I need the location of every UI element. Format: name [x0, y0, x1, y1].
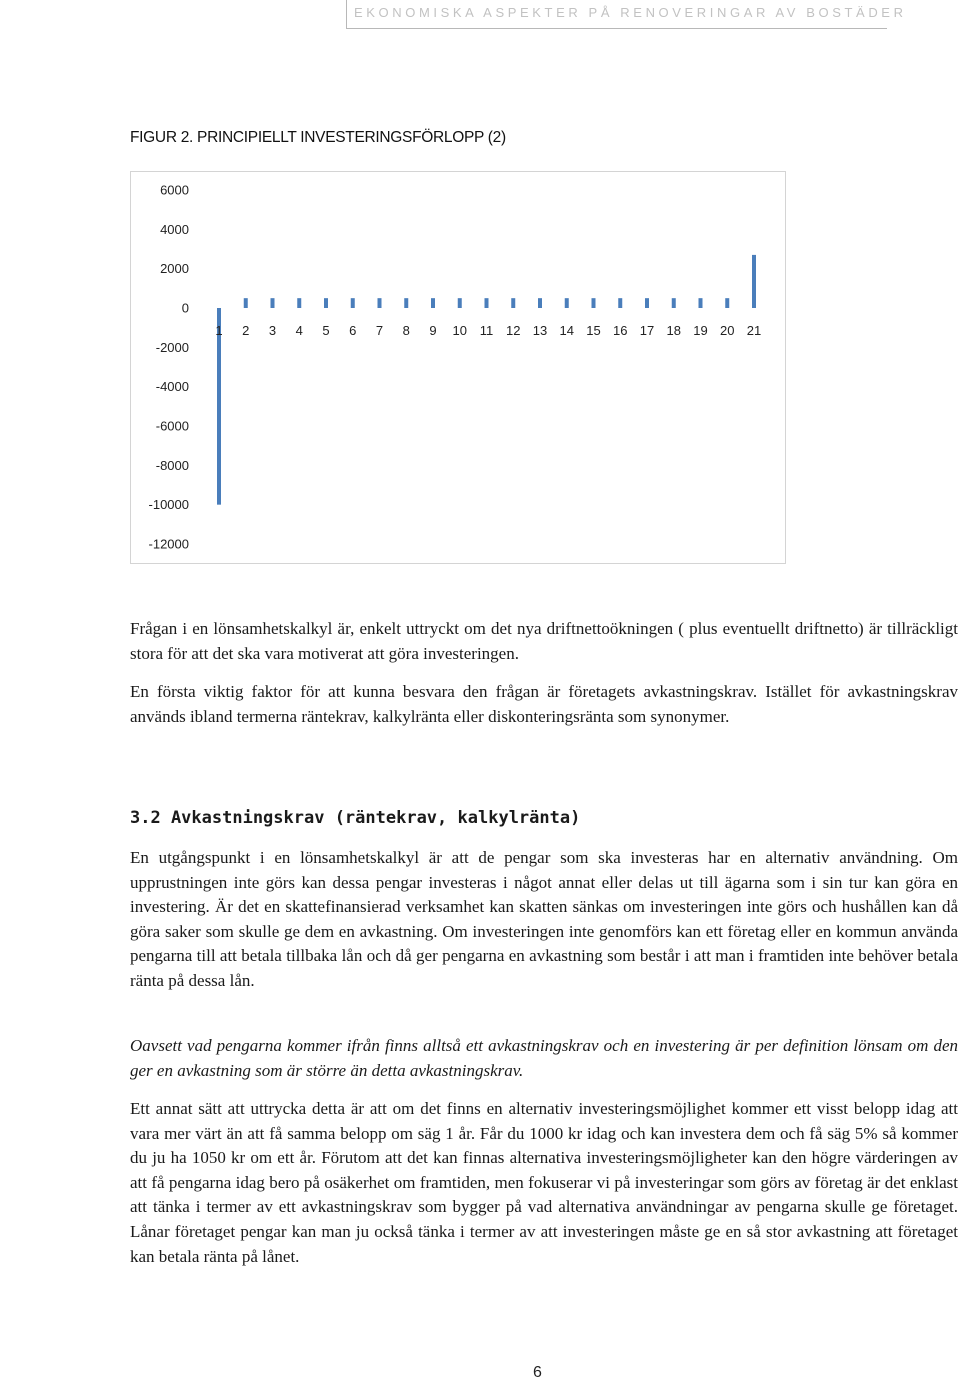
x-tick-label: 21 — [746, 323, 762, 338]
bar — [404, 298, 408, 308]
bar — [458, 298, 462, 308]
y-tick-label: -10000 — [148, 497, 189, 513]
x-tick-label: 1 — [215, 323, 223, 338]
y-tick-label: -2000 — [155, 339, 189, 355]
y-tick-label: -12000 — [148, 536, 189, 552]
x-tick-label: 15 — [586, 323, 601, 338]
bar — [645, 298, 649, 308]
paragraph-3: En utgångspunkt i en lönsamhetskalkyl är att de pengar som ska investeras har en alternativ användning. Om upprustningen inte görs kan dessa pengar investeras i något annat eller delas ut till ägarna som i sin tur kan göra en investering. Är det en skattefinansierad verksamhet kan skatten sänkas om investeringen inte görs och hushållen kan då göra saker som skulle ge dem en avkastning. Om investeringen inte genomförs kan ett företag eller en kommun använda pengarna till att betala tillbaka lån och då ger pengarna en avkastning som består i att man i framtiden inte behöver betala ränta på dessa lån. — [130, 848, 958, 990]
section-heading: 3.2 Avkastningskrav (räntekrav, kalkylränta) — [130, 808, 581, 828]
bar — [725, 298, 729, 308]
chart-canvas — [131, 172, 785, 563]
paragraph-4-italic: Oavsett vad pengarna kommer ifrån finns alltså ett avkastningskrav och en investering är per definition lönsam om den ger en avkastning som är större än detta avkastningskrav. — [130, 1036, 958, 1080]
bar — [324, 298, 328, 308]
y-tick-label: 2000 — [160, 261, 189, 277]
paragraph-1: Frågan i en lönsamhetskalkyl är, enkelt uttryckt om det nya driftnettoökningen ( plus eventuellt driftnetto) är tillräckligt stora för att det ska vara motiverat att göra investeringen. — [130, 619, 958, 663]
x-tick-label: 12 — [506, 323, 521, 338]
running-header: EKONOMISKA ASPEKTER PÅ RENOVERINGAR AV BOSTÄDER — [354, 5, 907, 20]
investment-chart — [130, 171, 786, 564]
x-tick-label: 2 — [242, 323, 250, 338]
bar — [538, 298, 542, 308]
x-tick-label: 7 — [375, 323, 384, 338]
x-tick-label: 11 — [479, 323, 494, 338]
bar — [431, 298, 435, 308]
x-tick-label: 20 — [720, 323, 735, 338]
bar — [565, 298, 569, 308]
bar — [485, 298, 489, 308]
bar — [378, 298, 382, 308]
bar — [618, 298, 622, 308]
x-tick-label: 18 — [666, 323, 681, 338]
bar — [752, 255, 756, 308]
bar — [511, 298, 515, 308]
x-tick-label: 5 — [322, 323, 330, 338]
x-tick-label: 16 — [613, 323, 628, 338]
x-tick-label: 13 — [532, 323, 548, 338]
x-tick-label: 9 — [429, 323, 437, 338]
x-tick-label: 6 — [349, 323, 357, 338]
x-tick-label: 3 — [268, 323, 277, 338]
bar — [672, 298, 676, 308]
y-tick-label: 0 — [181, 300, 189, 316]
x-tick-label: 8 — [402, 323, 410, 338]
paragraph-2: En första viktig faktor för att kunna besvara den frågan är företagets avkastningskrav. Istället för avkastningskrav används ibland termerna räntekrav, kalkylränta eller diskonteringsränta som synonymer. — [130, 682, 958, 726]
x-tick-label: 4 — [295, 323, 303, 338]
y-tick-label: -4000 — [155, 379, 189, 395]
x-tick-label: 19 — [693, 323, 708, 338]
y-tick-label: -6000 — [155, 418, 189, 434]
page-number: 6 — [533, 1364, 542, 1381]
figure-caption: FIGUR 2. PRINCIPIELLT INVESTERINGSFÖRLOPP (2) — [130, 129, 506, 146]
bar — [271, 298, 275, 308]
bar — [699, 298, 703, 308]
bar — [351, 298, 355, 308]
x-tick-label: 10 — [452, 323, 467, 338]
paragraph-5: Ett annat sätt att uttrycka detta är att om det finns en alternativ investeringsmöjlighet kommer ett visst belopp idag att vara mer värt än att få samma belopp om säg 1 år. Får du 1000 kr idag och kan investera dem och få säg 5% så kommer du ju ha 1050 kr om ett år. Förutom att det kan finnas alternativa investeringsmöjligheter kan den högre värderingen av att få pengarna idag bero på osäkerhet om framtiden, men fokuserar vi på investeringar som görs av företag är det enklast att tänka i termer av ett avkastningskrav som bygger på vad alternativa användningar av pengarna skulle ge företaget. Lånar företaget pengar kan man ju också tänka i termer av att investeringen måste ge en så stor avkastning att företaget kan betala ränta på lånet. — [130, 1099, 958, 1266]
bar — [592, 298, 596, 308]
y-tick-label: -8000 — [155, 457, 189, 473]
x-tick-label: 14 — [559, 323, 574, 338]
y-tick-label: 6000 — [160, 182, 189, 198]
y-tick-label: 4000 — [160, 221, 189, 237]
bar — [297, 298, 301, 308]
bar — [244, 298, 248, 308]
x-tick-label: 17 — [639, 323, 655, 338]
